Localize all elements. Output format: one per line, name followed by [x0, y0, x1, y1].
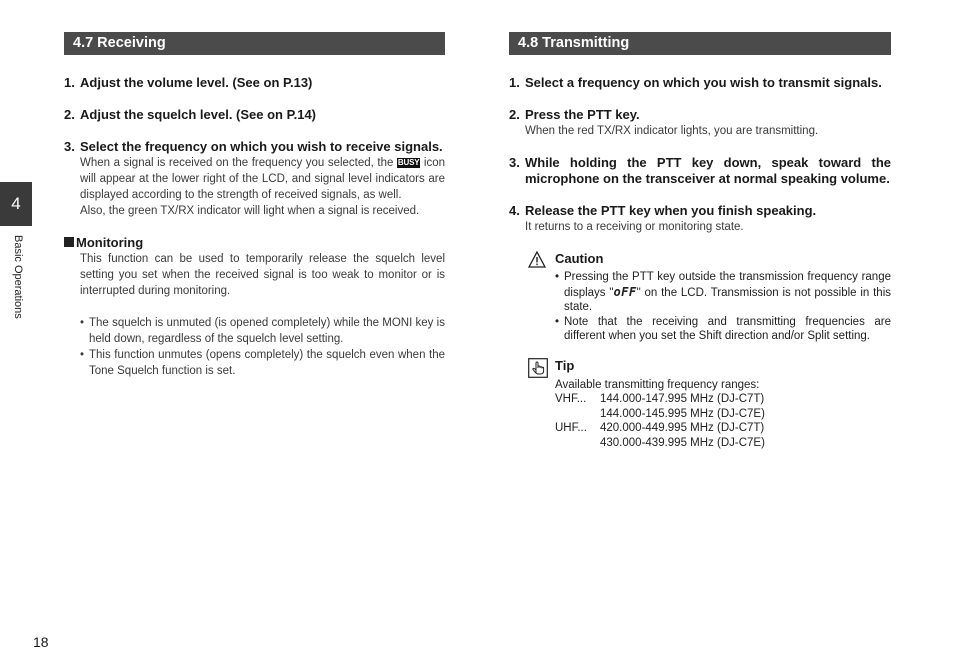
step-text: While holding the PTT key down, speak toward the microphone on the transceiver at normal speaking volume. [525, 155, 891, 186]
step-number: 1. [64, 75, 75, 90]
chapter-side-label: Basic Operations [12, 235, 24, 319]
receiving-step-3-body: When a signal is received on the frequency you selected, the BUSY icon will appear at the lower right of the LCD, and signal level indicators are displayed according to the strength of received signals, as well. Also, the green TX/RX indicator will light when a signal is received. [80, 157, 445, 217]
step-number: 2. [64, 107, 75, 122]
busy-icon: BUSY [397, 158, 420, 167]
warning-triangle-icon [528, 251, 546, 273]
bullet-dot-icon: • [80, 317, 85, 329]
receiving-heading: 4.7 Receiving [64, 32, 445, 55]
transmitting-step-4-body: It returns to a receiving or monitoring state. [525, 221, 744, 233]
bullet-dot-icon: • [555, 315, 560, 328]
monitoring-body: This function can be used to temporarily release the squelch level setting you set when the received signal is too weak to monitor or is interrupted during monitoring. [80, 253, 445, 297]
chapter-number: 4 [11, 194, 21, 213]
square-bullet-icon [64, 237, 74, 247]
frequency-range-row: 430.000-439.995 MHz (DJ-C7E) [600, 436, 765, 449]
transmitting-step-2-body: When the red TX/RX indicator lights, you are transmitting. [525, 125, 819, 137]
transmitting-step-4 [509, 203, 891, 219]
step-text: Select the frequency on which you wish to receive signals. [80, 139, 443, 154]
step-number: 1. [509, 75, 520, 90]
frequency-range-row: 144.000-145.995 MHz (DJ-C7E) [600, 407, 765, 420]
transmitting-step-3 [509, 155, 891, 187]
monitoring-heading: Monitoring [64, 235, 445, 251]
tip-intro: Available transmitting frequency ranges: [555, 378, 760, 391]
receiving-section [64, 32, 445, 379]
step-text: Press the PTT key. [525, 107, 640, 122]
step-text: Release the PTT key when you finish speaking. [525, 203, 817, 218]
chapter-tab [0, 182, 32, 226]
transmitting-step-1 [509, 75, 891, 91]
monitoring-bullet-2: • This function unmutes (opens completely) the squelch even when the Tone Squelch function is set. [80, 349, 445, 377]
step-text: Adjust the volume level. (See on P.13) [80, 75, 313, 90]
step-number: 2. [509, 107, 520, 122]
caution-bullet-1: • Pressing the PTT key outside the transmission frequency range displays "oFF" on the LCD. Transmission is not possible in this state. [555, 271, 891, 313]
monitoring-bullet-1: • The squelch is unmuted (is opened completely) while the MONI key is held down, regardless of the squelch level setting. [80, 317, 445, 345]
transmitting-section [509, 32, 891, 450]
step-text: Adjust the squelch level. (See on P.14) [80, 107, 316, 122]
bullet-dot-icon: • [80, 349, 85, 361]
pointing-hand-icon [528, 358, 548, 383]
transmitting-step-2 [509, 107, 891, 123]
receiving-step-3 [64, 139, 445, 155]
off-lcd-display: oFF [613, 284, 637, 299]
transmitting-heading: 4.8 Transmitting [509, 32, 891, 55]
receiving-step-2 [64, 107, 445, 123]
tip-title: Tip [555, 357, 575, 373]
step-number: 3. [509, 155, 520, 170]
step-text: Select a frequency on which you wish to transmit signals. [525, 75, 882, 90]
caution-note [525, 251, 891, 344]
caution-title: Caution [555, 251, 604, 266]
step-number: 4. [509, 203, 520, 218]
receiving-step-1 [64, 75, 445, 91]
frequency-range-row: VHF... 144.000-147.995 MHz (DJ-C7T) [555, 393, 765, 405]
step-number: 3. [64, 139, 75, 154]
bullet-dot-icon: • [555, 271, 560, 283]
tip-note [525, 358, 891, 451]
caution-bullet-2: • Note that the receiving and transmitting frequencies are different when you set the Shift direction and/or Split setting. [555, 315, 891, 342]
frequency-range-row: UHF... 420.000-449.995 MHz (DJ-C7T) [555, 422, 765, 434]
page-number: 18 [33, 634, 49, 650]
